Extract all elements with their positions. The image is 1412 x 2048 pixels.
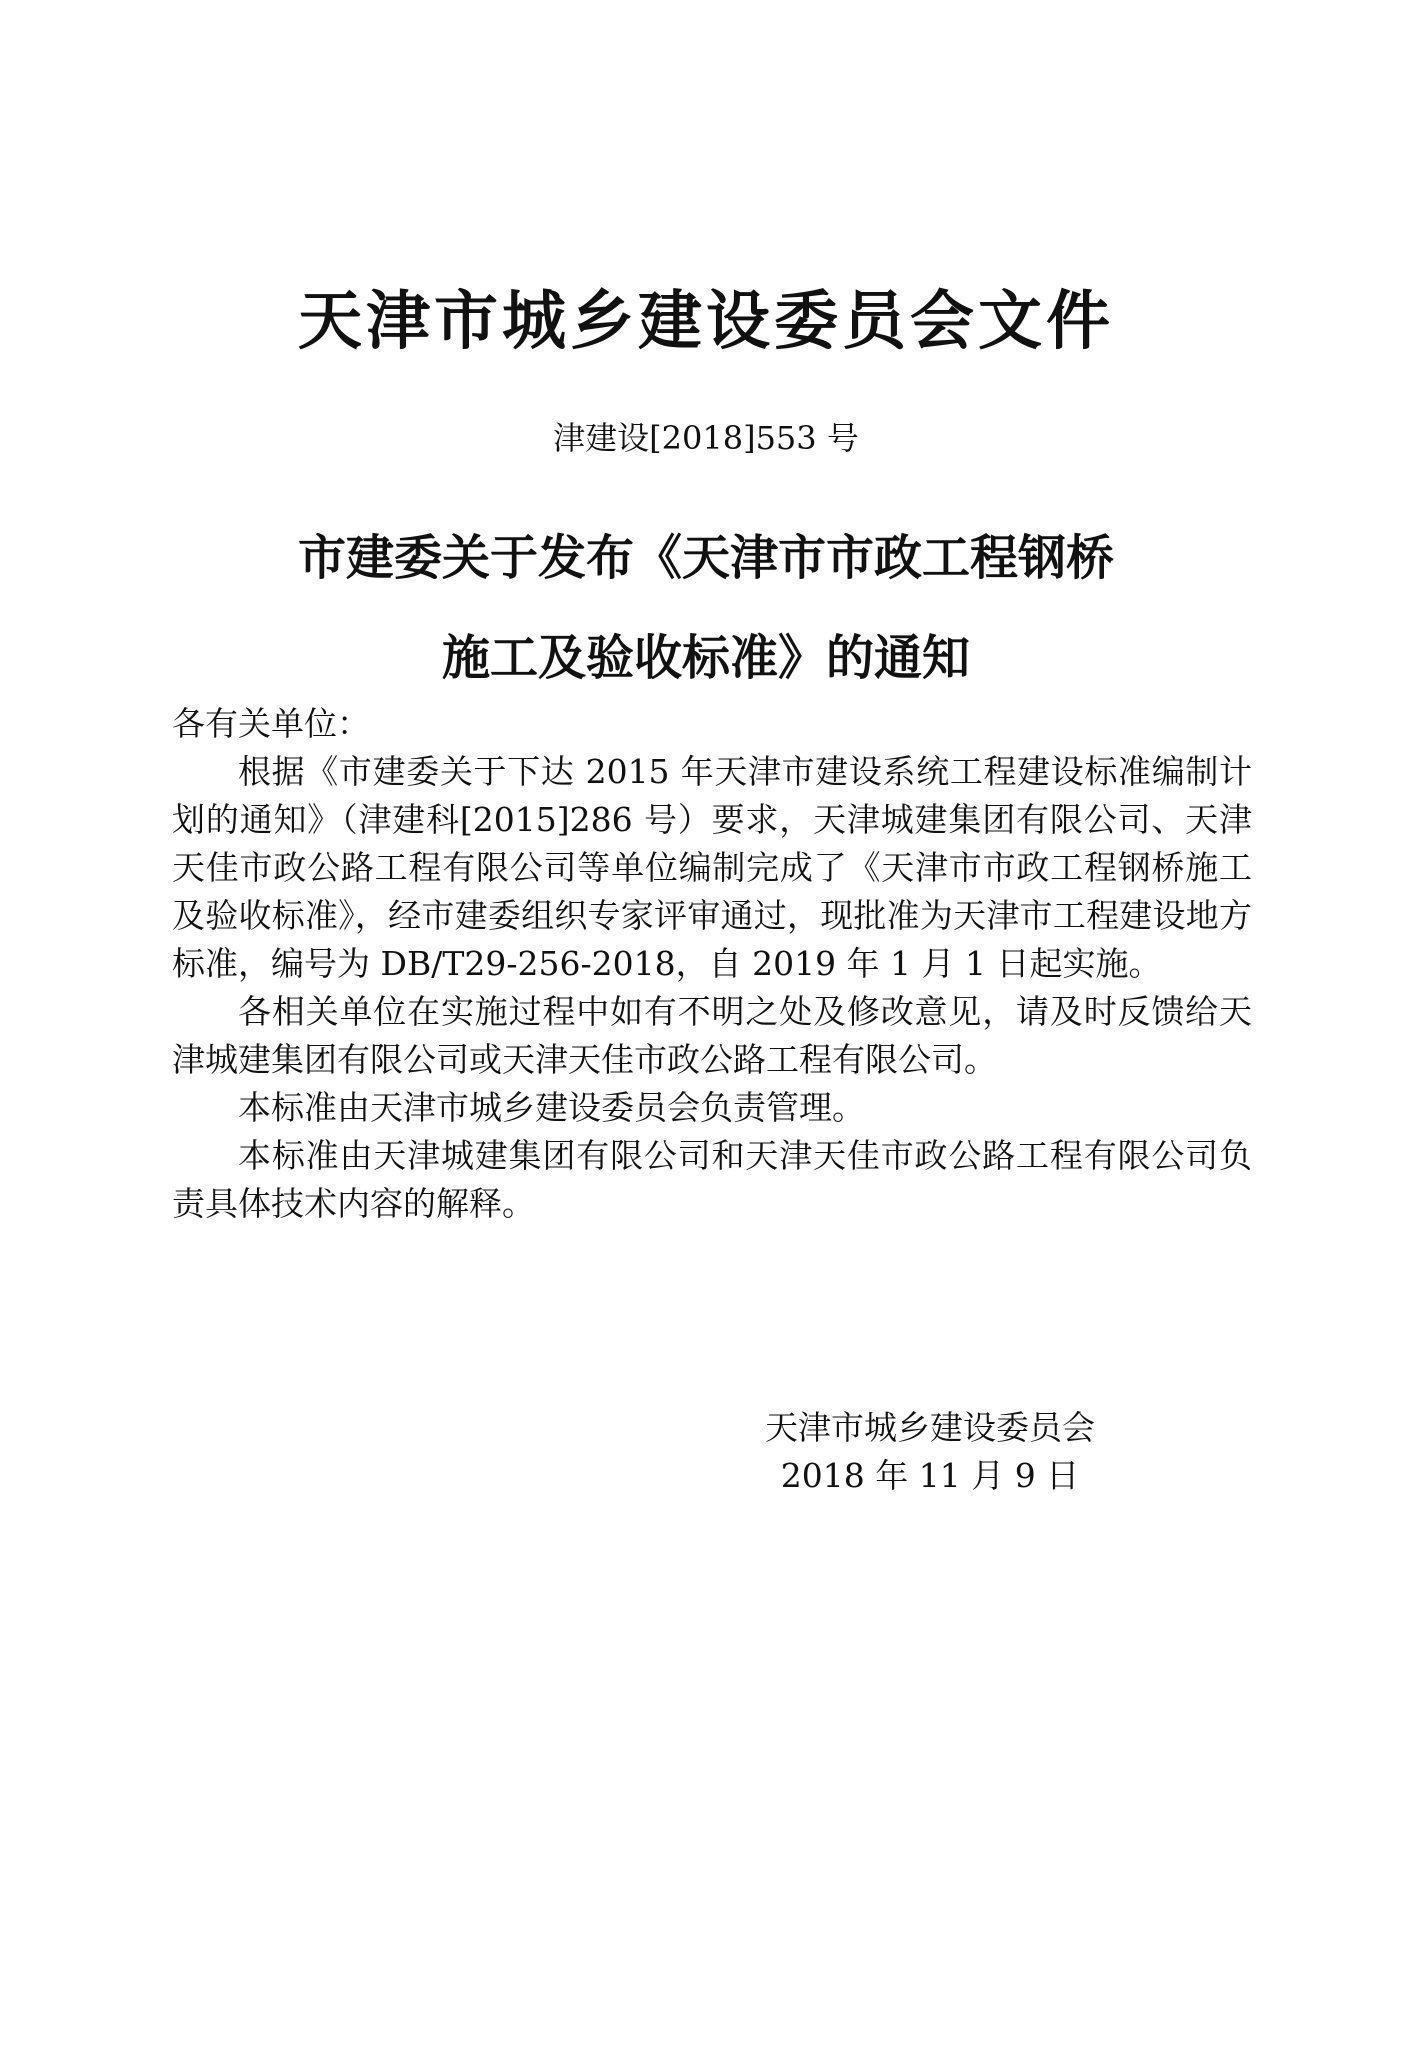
body-paragraph-feedback: 各相关单位在实施过程中如有不明之处及修改意见，请及时反馈给天津城建集团有限公司或天津天佳市政公路工程有限公司。 [172,992,1252,1079]
notice-title-line-2: 施工及验收标准》的通知 [441,630,970,686]
issuing-organization-title: 天津市城乡建设委员会文件 [298,285,1114,359]
body-paragraph-interpretation: 本标准由天津城建集团有限公司和天津天佳市政公路工程有限公司负责具体技术内容的解释。 [172,1136,1252,1223]
body-paragraph-management: 本标准由天津市城乡建设委员会负责管理。 [238,1088,865,1127]
notice-title [0,508,1412,708]
body-paragraph-approval: 根据《市建委关于下达 2015 年天津市建设系统工程建设标准编制计划的通知》（津建科[2015]286 号）要求，天津城建集团有限公司、天津天佳市政公路工程有限公司等单位编制完成了《天津市市政工程钢桥施工及验收标准》，经市建委组织专家评审通过，现批准为天津市工程建设地方标准，编号为 DB/T29-256-2018，自 2019 年 1 月 1 日起实施。 [172,752,1252,983]
salutation: 各有关单位： [172,704,370,743]
notice-title-line-1: 市建委关于发布《天津市市政工程钢桥 [297,530,1114,586]
signature-issuer: 天津市城乡建设委员会 [765,1408,1095,1447]
notice-body [172,700,1252,1228]
signature-date: 2018 年 11 月 9 日 [780,1456,1080,1495]
signature-block [700,1404,1160,1500]
document-number: 津建设[2018]553 号 [553,419,859,457]
